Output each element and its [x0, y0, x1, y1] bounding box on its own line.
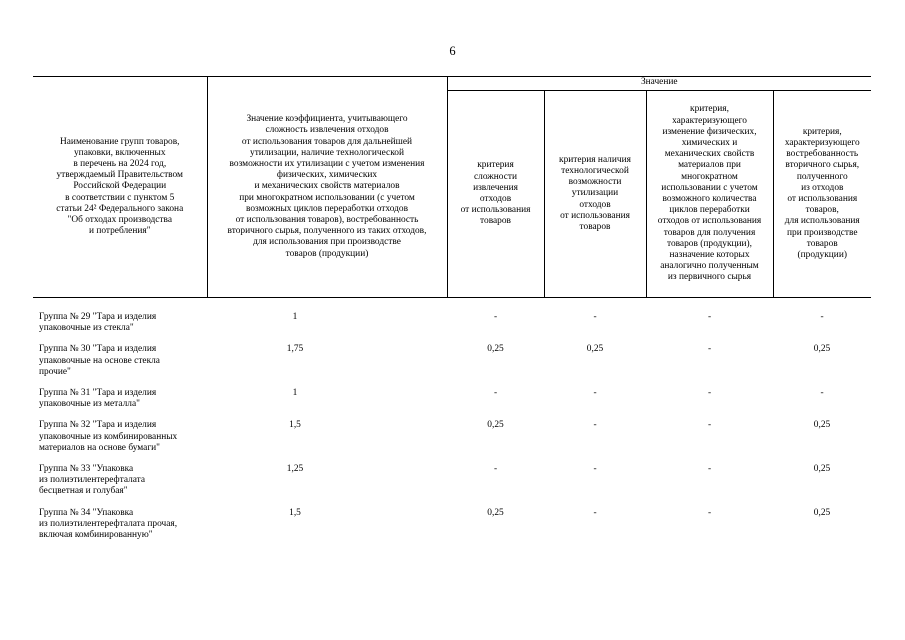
coefficient-cell: 1,5: [289, 507, 301, 518]
criterion-1-cell: 0,25: [487, 507, 504, 518]
header-criterion-extraction: критерия сложности извлечения отходов от использования товаров: [447, 91, 544, 298]
table-row: [33, 298, 871, 345]
coefficient-cell: 1,75: [286, 344, 304, 355]
table-row: [33, 420, 871, 464]
header-criterion-utilization: критерия наличия технологической возможности утилизации отходов от использования товаров: [544, 91, 646, 298]
criterion-2-cell: -: [593, 312, 597, 322]
criterion-4-cell: 0,25: [813, 420, 831, 431]
group-name-cell: Группа № 30 "Тара и изделия упаковочные на основе стекла прочие": [39, 344, 160, 377]
criterion-1-cell: 0,25: [487, 420, 504, 431]
criterion-2-cell: -: [593, 464, 597, 475]
criterion-3-cell: -: [707, 507, 712, 518]
header-value-group: Значение: [447, 77, 871, 91]
table-header: [33, 77, 871, 298]
criterion-2-cell: 0,25: [586, 344, 604, 355]
header-criterion-secondary-demand: критерия, характеризующего востребованность вторичного сырья, полученного из отходов от использования товаров, для использования при производстве товаров (продукции): [773, 91, 871, 298]
header-group-name: Наименование групп товаров, упаковки, включенных в перечень на 2024 год, утверждаемый Правительством Российской Федерации в соответствии с пунктом 5 статьи 24² Федерального закона "Об отходах производства и потребления": [33, 77, 207, 298]
criterion-1-cell: -: [493, 388, 498, 399]
criterion-3-cell: -: [707, 464, 712, 475]
criterion-2-cell: -: [593, 420, 597, 431]
criterion-4-cell: -: [820, 388, 824, 399]
coefficient-cell: 1,25: [286, 464, 304, 475]
group-name-cell: Группа № 33 "Упаковка из полиэтилентерефталата бесцветная и голубая": [39, 464, 146, 497]
criterion-1-cell: 0,25: [487, 344, 504, 355]
table-row: [33, 344, 871, 388]
coefficient-cell: 1: [292, 388, 298, 399]
criterion-3-cell: -: [707, 420, 712, 431]
coefficient-cell: 1,5: [289, 420, 301, 431]
criterion-1-cell: -: [493, 312, 498, 322]
criterion-4-cell: 0,25: [813, 464, 831, 475]
header-coefficient: Значение коэффициента, учитывающего сложность извлечения отходов от использования товаров для дальнейшей утилизации, наличие технологической возможности их утилизации с учетом изменения физических, химических и механических свойств материалов при многократном использовании (с учетом возможных циклов переработки отходов от использования товаров), востребованность вторичного сырья, полученного из таких отходов, для использования при производстве товаров (продукции): [207, 77, 447, 298]
group-name-cell: Группа № 31 "Тара и изделия упаковочные из металла": [39, 388, 157, 410]
criterion-4-cell: 0,25: [813, 344, 831, 355]
criterion-3-cell: -: [707, 388, 712, 399]
coefficient-cell: 1: [292, 312, 298, 322]
coefficients-table: [33, 76, 871, 551]
criterion-1-cell: -: [493, 464, 498, 475]
group-name-cell: Группа № 32 "Тара и изделия упаковочные из комбинированных материалов на основе бумаги": [39, 420, 178, 453]
table-body: [33, 298, 871, 552]
criterion-2-cell: -: [593, 507, 597, 518]
criterion-3-cell: -: [707, 312, 712, 322]
group-name-cell: Группа № 34 "Упаковка из полиэтилентерефталата прочая, включая комбинированную": [39, 507, 178, 541]
header-criterion-properties-change: критерия, характеризующего изменение физических, химических и механических свойств материалов при многократном использовании с учетом возможного количества циклов переработки отходов от использования товаров для получения товаров (продукции), назначение которых аналогично полученным из первичного сырья: [646, 91, 773, 298]
group-name-cell: Группа № 29 "Тара и изделия упаковочные из стекла": [39, 312, 157, 334]
table-row: [33, 388, 871, 420]
table-row: [33, 464, 871, 508]
criterion-2-cell: -: [593, 388, 597, 399]
page-number: 6: [449, 44, 456, 58]
criterion-4-cell: -: [820, 312, 824, 322]
table-row: [33, 508, 871, 552]
criterion-3-cell: -: [707, 344, 712, 355]
criterion-4-cell: 0,25: [813, 507, 831, 518]
